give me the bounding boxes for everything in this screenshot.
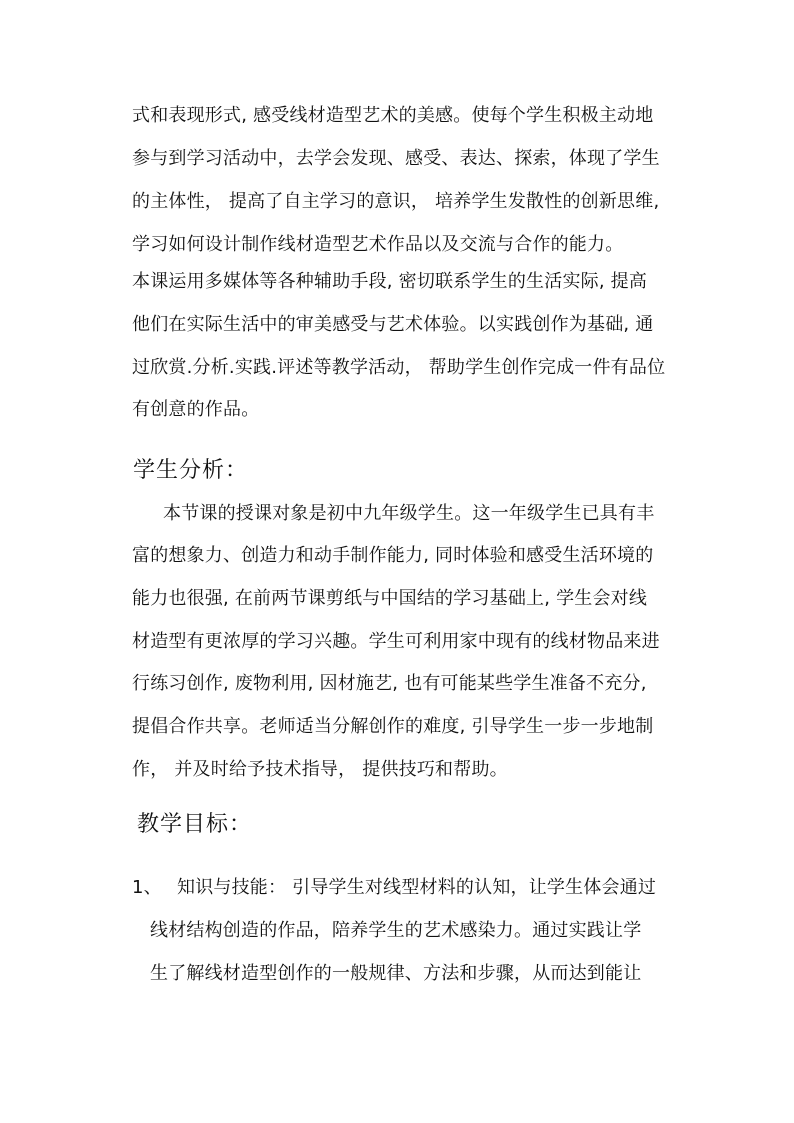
paragraph-line: 能力也很强, 在前两节课剪纸与中国结的学习基础上, 学生会对线: [132, 588, 648, 609]
paragraph-line: 的主体性， 提高了自主学习的意识， 培养学生发散性的创新思维,: [132, 191, 660, 212]
paragraph-line: 富的想象力、创造力和动手制作能力, 同时体验和感受生活环境的: [132, 545, 654, 566]
paragraph-line: 有创意的作品。: [132, 399, 260, 420]
paragraph-line: 材造型有更浓厚的学习兴趣。学生可利用家中现有的线材物品来进: [132, 631, 660, 652]
paragraph-line: 本节课的授课对象是初中九年级学生。这一年级学生已具有丰: [163, 503, 655, 524]
list-item-marker: 1、: [132, 877, 162, 898]
paragraph-line: 提倡合作共享。老师适当分解创作的难度, 引导学生一步一步地制: [132, 716, 654, 737]
paragraph-line: 式和表现形式, 感受线材造型艺术的美感。使每个学生积极主动地: [132, 105, 654, 126]
paragraph-line: 参与到学习活动中，去学会发现、感受、表达、探索，体现了学生: [132, 148, 660, 169]
list-item-line: 生了解线材造型创作的一般规律、方法和步骤，从而达到能让: [150, 963, 642, 984]
list-item-line: 线材结构创造的作品，陪养学生的艺术感染力。通过实践让学: [150, 920, 642, 941]
section-heading-teaching-goals: 教学目标：: [137, 812, 253, 837]
list-item-line: 知识与技能： 引导学生对线型材料的认知，让学生体会通过: [177, 877, 657, 898]
paragraph-line: 本课运用多媒体等各种辅助手段, 密切联系学生的生活实际, 提高: [132, 271, 648, 292]
paragraph-line: 作， 并及时给予技术指导， 提供技巧和帮助。: [132, 759, 508, 780]
paragraph-line: 行练习创作, 废物利用, 因材施艺, 也有可能某些学生准备不充分,: [132, 673, 647, 694]
paragraph-line: 他们在实际生活中的审美感受与艺术体验。以实践创作为基础, 通: [132, 314, 654, 335]
section-heading-student-analysis: 学生分析：: [133, 458, 249, 483]
paragraph-line: 过欣赏.分析.实践.评述等教学活动， 帮助学生创作完成一件有品位: [132, 357, 666, 378]
paragraph-line: 学习如何设计制作线材造型艺术作品以及交流与合作的能力。: [132, 234, 624, 255]
